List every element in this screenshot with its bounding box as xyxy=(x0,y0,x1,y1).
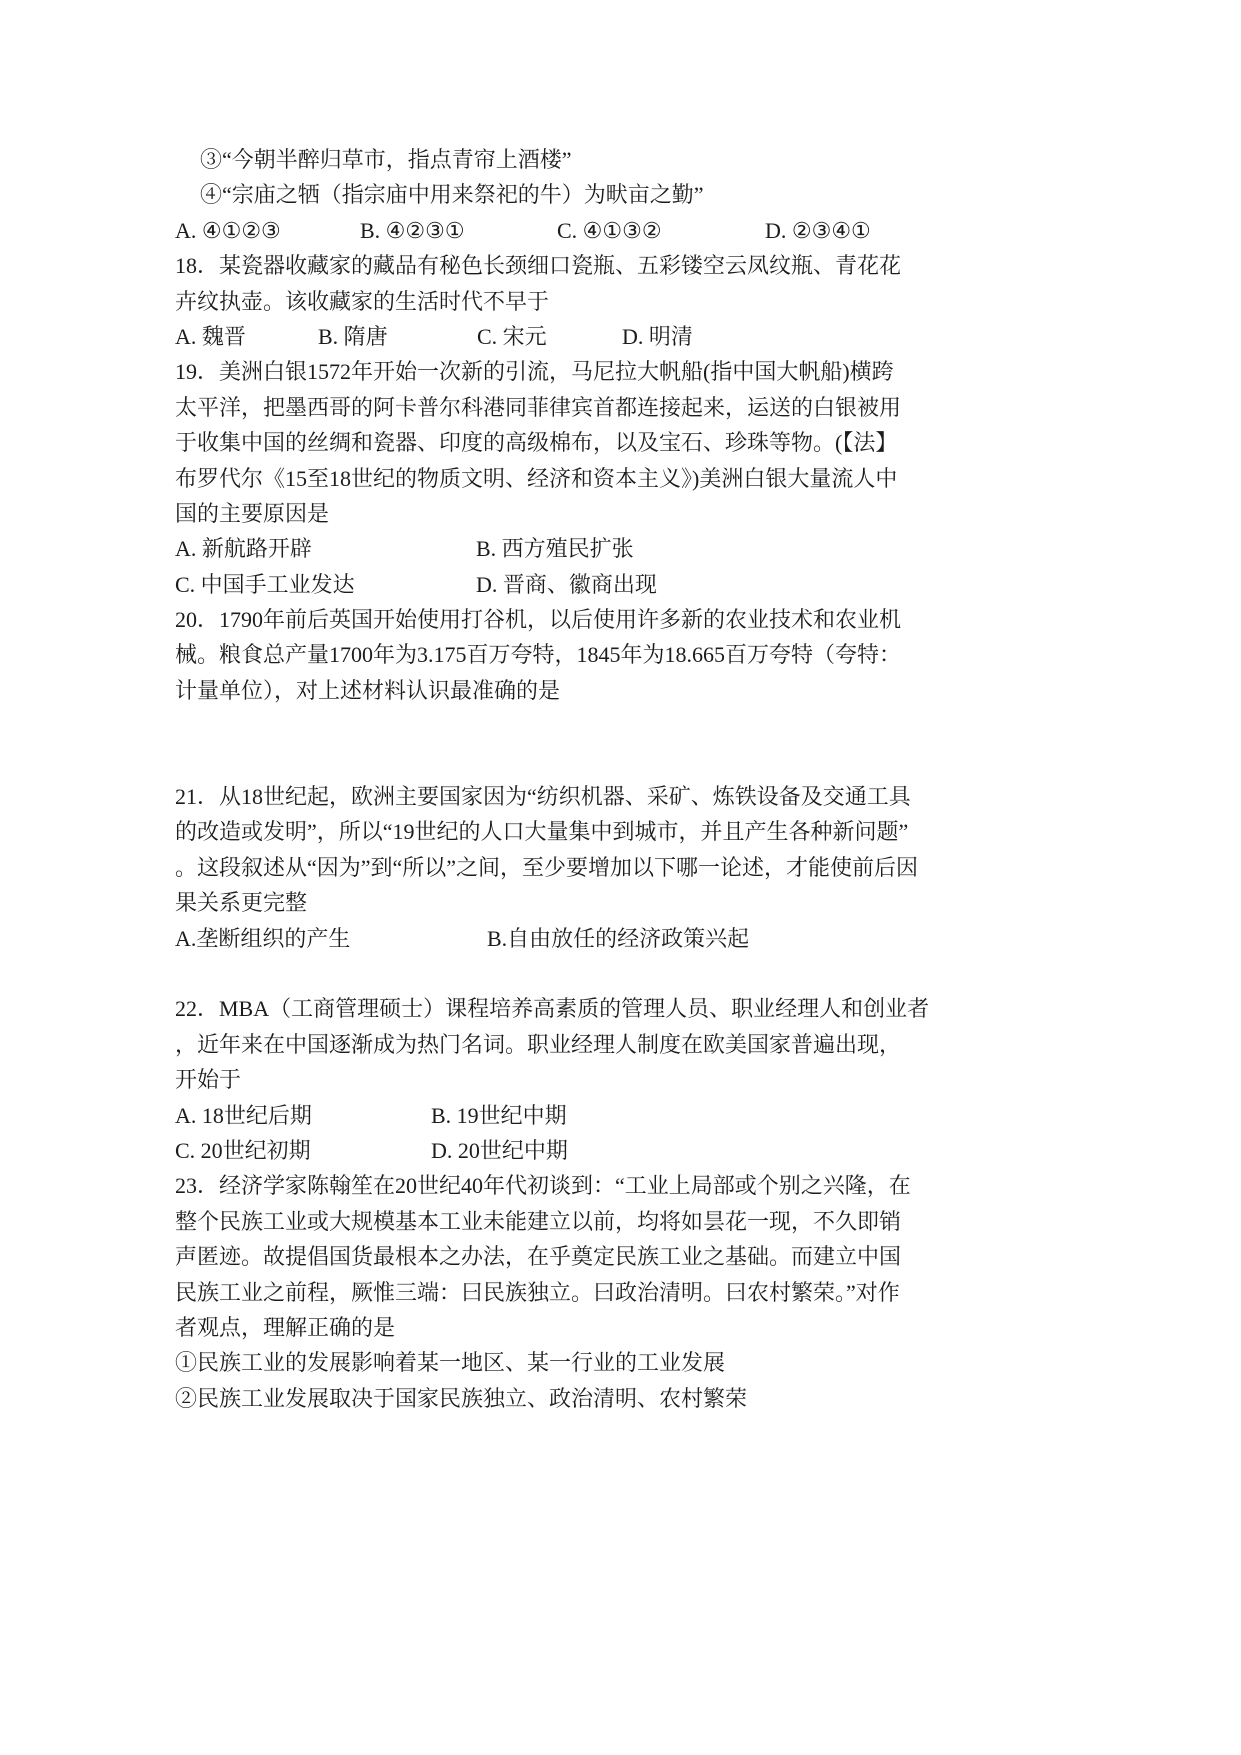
option-b: B.自由放任的经济政策兴起 xyxy=(487,925,750,951)
question-stem-line: 械。粮食总产量1700年为3.175百万夸特，1845年为18.665百万夸特（夸特： xyxy=(175,642,902,668)
options-row xyxy=(175,1133,1175,1168)
option-b: B. 西方殖民扩张 xyxy=(476,536,634,562)
question-stem-line: 太平洋，把墨西哥的阿卡普尔科港同菲律宾首都连接起来，运送的白银被用 xyxy=(175,394,902,420)
statement-item-2: ②民族工业发展取决于国家民族独立、政治清明、农村繁荣 xyxy=(175,1385,748,1411)
option-d: D. ②③④① xyxy=(765,217,871,243)
question-stem-line: 。这段叙述从“因为”到“所以”之间，至少要增加以下哪一论述，才能使前后因 xyxy=(175,854,919,880)
question-stem-line: 18．某瓷器收藏家的藏品有秘色长颈细口瓷瓶、五彩镂空云凤纹瓶、青花花 xyxy=(175,253,902,279)
question-stem-line: ，近年来在中国逐渐成为热门名词。职业经理人制度在欧美国家普遍出现， xyxy=(175,1031,902,1057)
question-stem-line: 于收集中国的丝绸和瓷器、印度的高级棉布，以及宝石、珍珠等物。(【法】 xyxy=(175,430,898,456)
option-a: A. 魏晋 xyxy=(175,323,246,349)
question-stem-line: 23．经济学家陈翰笙在20世纪40年代初谈到：“工业上局部或个别之兴隆，在 xyxy=(175,1173,911,1199)
options-row xyxy=(175,531,1175,566)
question-stem-line: 22．MBA（工商管理硕士）课程培养高素质的管理人员、职业经理人和创业者 xyxy=(175,996,930,1022)
option-a: A. 18世纪后期 xyxy=(175,1102,312,1128)
question-stem-line: 国的主要原因是 xyxy=(175,500,330,526)
options-row xyxy=(175,567,1175,602)
question-20 xyxy=(175,602,1175,779)
option-b: B. 19世纪中期 xyxy=(431,1102,567,1128)
question-stem-line: 计量单位），对上述材料认识最准确的是 xyxy=(175,677,561,703)
option-d: D. 明清 xyxy=(622,323,693,349)
options-row xyxy=(175,921,1175,956)
option-a: A. 新航路开辟 xyxy=(175,536,312,562)
blank-space xyxy=(175,708,1175,743)
option-c: C. 20世纪初期 xyxy=(175,1137,311,1163)
option-c: C. ④①③② xyxy=(557,217,662,243)
options-row xyxy=(175,319,1175,354)
question-stem-line: 21．从18世纪起，欧洲主要国家因为“纺织机器、采矿、炼铁设备及交通工具 xyxy=(175,784,911,810)
question-stem-line: 民族工业之前程，厥惟三端：曰民族独立。曰政治清明。曰农村繁荣。”对作 xyxy=(175,1279,900,1305)
option-d: D. 晋商、徽商出现 xyxy=(476,571,657,597)
statement-item-4: ④“宗庙之牺（指宗庙中用来祭祀的牛）为畎亩之勤” xyxy=(200,182,704,208)
question-stem-line: 布罗代尔《15至18世纪的物质文明、经济和资本主义》)美洲白银大量流人中 xyxy=(175,465,898,491)
question-stem-line: 20．1790年前后英国开始使用打谷机，以后使用许多新的农业技术和农业机 xyxy=(175,607,902,633)
question-19 xyxy=(175,354,1175,602)
question-stem-line: 的改造或发明”，所以“19世纪的人口大量集中到城市，并且产生各种新问题” xyxy=(175,819,909,845)
page-content xyxy=(175,142,1175,1416)
question-stem-line: 果关系更完整 xyxy=(175,890,308,916)
option-a: A. ④①②③ xyxy=(175,217,281,243)
option-d: D. 20世纪中期 xyxy=(431,1137,568,1163)
options-row xyxy=(175,213,1175,248)
question-stem-line: 19．美洲白银1572年开始一次新的引流，马尼拉大帆船(指中国大帆船)横跨 xyxy=(175,359,894,385)
question-23 xyxy=(175,1168,1175,1416)
question-17 xyxy=(175,142,1175,248)
option-b: B. ④②③① xyxy=(360,217,465,243)
blank-space xyxy=(175,956,1175,991)
question-stem-line: 开始于 xyxy=(175,1067,242,1093)
question-stem-line: 者观点，理解正确的是 xyxy=(175,1314,396,1340)
question-21 xyxy=(175,779,1175,991)
question-stem-line: 卉纹执壶。该收藏家的生活时代不早于 xyxy=(175,288,550,314)
question-18 xyxy=(175,248,1175,354)
question-22 xyxy=(175,991,1175,1168)
blank-space xyxy=(175,744,1175,779)
option-c: C. 中国手工业发达 xyxy=(175,571,355,597)
statement-item-1: ①民族工业的发展影响着某一地区、某一行业的工业发展 xyxy=(175,1350,726,1376)
option-c: C. 宋元 xyxy=(477,323,547,349)
option-b: B. 隋唐 xyxy=(318,323,388,349)
options-row xyxy=(175,1098,1175,1133)
statement-item-3: ③“今朝半醉归草市，指点青帘上酒楼” xyxy=(200,147,572,172)
question-stem-line: 声匿迹。故提倡国货最根本之办法，在乎奠定民族工业之基础。而建立中国 xyxy=(175,1244,902,1270)
question-stem-line: 整个民族工业或大规模基本工业未能建立以前，均将如昙花一现，不久即销 xyxy=(175,1208,902,1234)
option-a: A.垄断组织的产生 xyxy=(175,925,351,951)
